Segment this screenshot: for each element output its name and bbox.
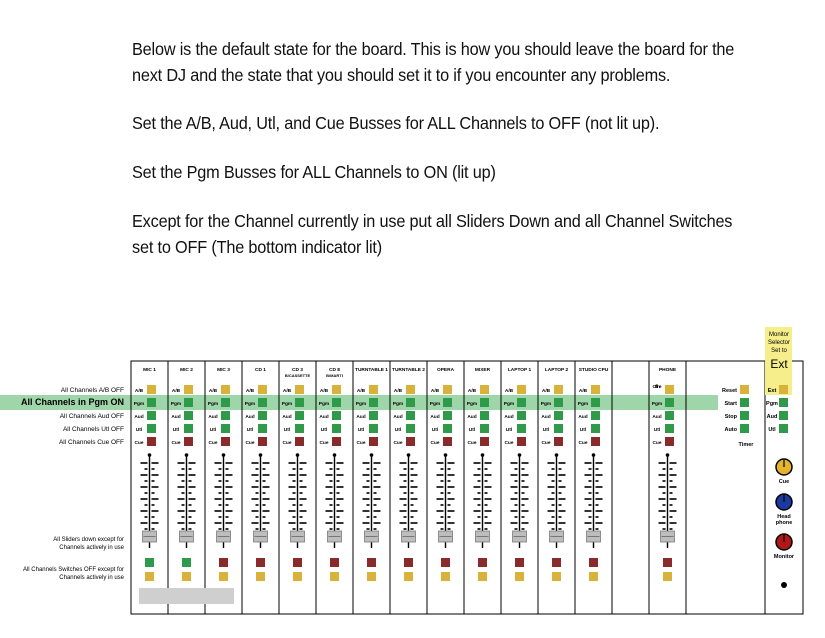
- channel-ab-button-12[interactable]: [554, 385, 563, 394]
- channel-name-13: STUDIO CPU: [578, 368, 609, 373]
- channel-cue-button-13[interactable]: [591, 437, 600, 446]
- channel-cue-button-15[interactable]: [665, 437, 674, 446]
- channel-utl-label-6: Utl: [320, 428, 328, 433]
- monitor-note-line-3: Set to: [771, 348, 787, 354]
- channel-on-switch-3[interactable]: [219, 558, 228, 567]
- channel-pgm-button-8[interactable]: [406, 398, 415, 407]
- channel-ab-button-3[interactable]: [221, 385, 230, 394]
- channel-ab-label-12: A/B: [541, 389, 551, 394]
- channel-utl-button-12[interactable]: [554, 424, 563, 433]
- channel-aud-label-10: Aud: [467, 415, 477, 420]
- monitor-utl-button[interactable]: [779, 424, 788, 433]
- channel-cue-label-10: Cue: [467, 441, 477, 446]
- channel-off-switch-4[interactable]: [256, 572, 265, 581]
- channel-sub-6: B/MARTI: [326, 373, 343, 378]
- channel-name-2: MIC 2: [180, 368, 193, 373]
- label-sliders-1: All Sliders down except for: [53, 537, 124, 543]
- instruction-sliders: Except for the Channel currently in use put all Sliders Down and all Channel Switches set to OFF (The bottom indicator lit): [132, 211, 733, 257]
- channel-ab-button-9[interactable]: [443, 385, 452, 394]
- fader-top-dot-6: [333, 453, 337, 457]
- channel-utl-label-13: Utl: [579, 428, 587, 433]
- channel-pgm-button-12[interactable]: [554, 398, 563, 407]
- channel-off-switch-11[interactable]: [515, 572, 524, 581]
- channel-off-switch-15[interactable]: [663, 572, 672, 581]
- fader-top-dot-10: [481, 453, 485, 457]
- channel-aud-label-13: Aud: [578, 415, 588, 420]
- channel-off-switch-1[interactable]: [145, 572, 154, 581]
- monitor-ext-label: Ext: [767, 388, 777, 394]
- channel-utl-label-2: Utl: [172, 428, 180, 433]
- channel-aud-label-2: Aud: [171, 415, 181, 420]
- channel-cue-label-7: Cue: [356, 441, 366, 446]
- channel-pgm-label-5: Pgm: [281, 402, 293, 407]
- channel-pgm-label-11: Pgm: [503, 402, 515, 407]
- channel-aud-button-5[interactable]: [295, 411, 304, 420]
- channel-aud-label-3: Aud: [208, 415, 218, 420]
- channel-utl-button-10[interactable]: [480, 424, 489, 433]
- monitor-aud-label: Aud: [766, 414, 778, 420]
- channel-ab-label-3: A/B: [208, 389, 218, 394]
- channel-on-switch-15[interactable]: [663, 558, 672, 567]
- channel-cue-button-8[interactable]: [406, 437, 415, 446]
- channel-aud-button-6[interactable]: [332, 411, 341, 420]
- channel-pgm-label-1: Pgm: [133, 402, 145, 407]
- monitor-ext-button[interactable]: [779, 385, 788, 394]
- channel-ab-label-10: A/B: [467, 389, 477, 394]
- channel-ab-label-5: A/B: [282, 389, 292, 394]
- channel-pgm-label-15: Pgm: [651, 402, 663, 407]
- channel-off-switch-7[interactable]: [367, 572, 376, 581]
- channel-name-3: MIC 3: [217, 368, 230, 373]
- channel-cue-button-2[interactable]: [184, 437, 193, 446]
- channel-cue-label-15: Cue: [652, 441, 662, 446]
- channel-ab-button-8[interactable]: [406, 385, 415, 394]
- channel-utl-button-2[interactable]: [184, 424, 193, 433]
- channel-cue-button-10[interactable]: [480, 437, 489, 446]
- channel-utl-button-9[interactable]: [443, 424, 452, 433]
- channel-name-8: TURNTABLE 2: [392, 368, 425, 373]
- label-sliders-2: Channels actively in use: [59, 545, 124, 551]
- channel-pgm-label-7: Pgm: [355, 402, 367, 407]
- channel-name-12: LAPTOP 2: [544, 368, 569, 373]
- channel-pgm-button-9[interactable]: [443, 398, 452, 407]
- channel-ab-label-11: A/B: [504, 389, 514, 394]
- channel-cue-button-5[interactable]: [295, 437, 304, 446]
- channel-pgm-button-11[interactable]: [517, 398, 526, 407]
- label-ab-off: All Channels A/B OFF: [60, 387, 124, 394]
- channel-name-7: TURNTABLE 1: [355, 368, 388, 373]
- channel-off-switch-6[interactable]: [330, 572, 339, 581]
- channel-pgm-button-1[interactable]: [147, 398, 156, 407]
- channel-on-switch-5[interactable]: [293, 558, 302, 567]
- timer-title: Timer: [738, 442, 754, 448]
- monitor-note-line-2: Selector: [767, 340, 791, 346]
- channel-pgm-label-4: Pgm: [244, 402, 256, 407]
- channel-utl-button-1[interactable]: [147, 424, 156, 433]
- fader-top-dot-8: [407, 453, 411, 457]
- channel-pgm-button-15[interactable]: [665, 398, 674, 407]
- timer-start-label: Start: [724, 401, 737, 407]
- channel-name-9: OPERA: [436, 368, 455, 373]
- channel-cue-label-6: Cue: [319, 441, 329, 446]
- channel-name-15: PHONE: [658, 368, 677, 373]
- channel-off-switch-12[interactable]: [552, 572, 561, 581]
- channel-name-11: LAPTOP 1: [507, 368, 532, 373]
- channel-off-switch-3[interactable]: [219, 572, 228, 581]
- channel-ab-button-13[interactable]: [591, 385, 600, 394]
- channel-utl-button-8[interactable]: [406, 424, 415, 433]
- fader-top-dot-4: [259, 453, 263, 457]
- channel-utl-label-1: Utl: [135, 428, 143, 433]
- monitor-pgm-label: Pgm: [766, 401, 778, 407]
- channel-name-5: CD 3: [292, 368, 303, 373]
- channel-utl-label-5: Utl: [283, 428, 291, 433]
- monitor-knob-label: Monitor: [773, 554, 795, 560]
- monitor-note-ext: Ext: [770, 357, 788, 371]
- channel-sub-5: B/CASSETTE: [284, 373, 311, 378]
- monitor-pgm-button[interactable]: [779, 398, 788, 407]
- channel-pgm-button-7[interactable]: [369, 398, 378, 407]
- channel-cue-button-7[interactable]: [369, 437, 378, 446]
- channel-aud-button-2[interactable]: [184, 411, 193, 420]
- timer-reset-label: Reset: [722, 388, 737, 394]
- fader-top-dot-1: [148, 453, 152, 457]
- channel-ab-label-8: A/B: [393, 389, 403, 394]
- channel-ab-button-10[interactable]: [480, 385, 489, 394]
- channel-cue-label-3: Cue: [208, 441, 218, 446]
- label-switches-1: All Channels Switches OFF except for: [22, 567, 124, 573]
- channel-aud-label-7: Aud: [356, 415, 366, 420]
- channel-utl-label-8: Utl: [394, 428, 402, 433]
- instruction-pgm-on: Set the Pgm Busses for ALL Channels to ON (lit up): [132, 162, 496, 182]
- channel-utl-button-6[interactable]: [332, 424, 341, 433]
- channel-cue-button-11[interactable]: [517, 437, 526, 446]
- channel-on-switch-9[interactable]: [441, 558, 450, 567]
- channel-aud-button-10[interactable]: [480, 411, 489, 420]
- channel-utl-label-15: Utl: [653, 428, 661, 433]
- channel-on-switch-2[interactable]: [182, 558, 191, 567]
- channel-name-10: MIXER: [474, 368, 491, 373]
- channel-aud-label-4: Aud: [245, 415, 255, 420]
- fader-top-dot-9: [444, 453, 448, 457]
- timer-section: [722, 385, 754, 448]
- channel-on-switch-13[interactable]: [589, 558, 598, 567]
- channel-pgm-label-3: Pgm: [207, 402, 219, 407]
- channel-aud-button-4[interactable]: [258, 411, 267, 420]
- channel-aud-button-1[interactable]: [147, 411, 156, 420]
- fader-top-dot-15: [666, 453, 670, 457]
- channel-utl-button-11[interactable]: [517, 424, 526, 433]
- channel-cue-label-1: Cue: [134, 441, 144, 446]
- channel-ab-label-1: A/B: [134, 389, 144, 394]
- headphone-jack: [781, 582, 787, 588]
- channel-cue-button-4[interactable]: [258, 437, 267, 446]
- channel-aud-button-9[interactable]: [443, 411, 452, 420]
- channel-utl-label-7: Utl: [357, 428, 365, 433]
- channel-aud-label-15: Aud: [652, 415, 662, 420]
- fader-top-dot-3: [222, 453, 226, 457]
- channel-ab-button-4[interactable]: [258, 385, 267, 394]
- channel-aud-label-1: Aud: [134, 415, 144, 420]
- instruction-default-state: Below is the default state for the board. This is how you should leave the board for the next DJ and the state that you should set it to if you encounter any problems.: [132, 39, 735, 85]
- channel-utl-label-12: Utl: [542, 428, 550, 433]
- label-aud-off: All Channels Aud OFF: [59, 413, 124, 420]
- channel-off-switch-10[interactable]: [478, 572, 487, 581]
- channel-pgm-label-9: Pgm: [429, 402, 441, 407]
- channel-aud-label-5: Aud: [282, 415, 292, 420]
- channel-on-switch-6[interactable]: [330, 558, 339, 567]
- channel-pgm-label-8: Pgm: [392, 402, 404, 407]
- channel-off-switch-2[interactable]: [182, 572, 191, 581]
- channel-ab-button-2[interactable]: [184, 385, 193, 394]
- monitor-note-line-1: Monitor: [768, 332, 790, 338]
- fader-top-dot-7: [370, 453, 374, 457]
- channel-utl-label-3: Utl: [209, 428, 217, 433]
- channel-utl-button-5[interactable]: [295, 424, 304, 433]
- channel-on-switch-4[interactable]: [256, 558, 265, 567]
- channel-cue-button-1[interactable]: [147, 437, 156, 446]
- channel-cue-button-3[interactable]: [221, 437, 230, 446]
- channel-pgm-button-2[interactable]: [184, 398, 193, 407]
- channel-on-switch-11[interactable]: [515, 558, 524, 567]
- timer-stop-button[interactable]: [740, 411, 749, 420]
- channel-ab-label-9: A/B: [430, 389, 440, 394]
- channel-off-switch-13[interactable]: [589, 572, 598, 581]
- channel-ab-button-1[interactable]: [147, 385, 156, 394]
- channel-utl-button-15[interactable]: [665, 424, 674, 433]
- channel-name-6: CD 8: [329, 368, 340, 373]
- headphone-knob-label-1: Head: [777, 514, 791, 520]
- channel-cue-button-6[interactable]: [332, 437, 341, 446]
- monitor-utl-label: Utl: [768, 427, 776, 433]
- channel-aud-button-15[interactable]: [665, 411, 674, 420]
- tape-label-strip: [139, 588, 234, 604]
- channel-pgm-label-10: Pgm: [466, 402, 478, 407]
- label-pgm-on: All Channels in Pgm ON: [20, 397, 124, 407]
- channel-off-switch-5[interactable]: [293, 572, 302, 581]
- headphone-knob-label-2: phone: [775, 520, 793, 526]
- channel-pgm-label-2: Pgm: [170, 402, 182, 407]
- channel-on-switch-7[interactable]: [367, 558, 376, 567]
- channel-aud-label-11: Aud: [504, 415, 514, 420]
- channel-cue-button-9[interactable]: [443, 437, 452, 446]
- channel-ab-label-2: A/B: [171, 389, 181, 394]
- channel-on-switch-10[interactable]: [478, 558, 487, 567]
- timer-reset-button[interactable]: [740, 385, 749, 394]
- channel-utl-button-7[interactable]: [369, 424, 378, 433]
- timer-stop-label: Stop: [724, 414, 737, 420]
- channel-ab-label-7: A/B: [356, 389, 366, 394]
- channel-ab-button-6[interactable]: [332, 385, 341, 394]
- channel-cue-label-8: Cue: [393, 441, 403, 446]
- channel-off-switch-8[interactable]: [404, 572, 413, 581]
- channel-name-1: MIC 1: [143, 368, 156, 373]
- channel-pgm-button-10[interactable]: [480, 398, 489, 407]
- channel-aud-button-3[interactable]: [221, 411, 230, 420]
- channel-cue-label-11: Cue: [504, 441, 514, 446]
- channel-on-switch-1[interactable]: [145, 558, 154, 567]
- channel-pgm-label-13: Pgm: [577, 402, 589, 407]
- channel-cue-label-9: Cue: [430, 441, 440, 446]
- channel-off-switch-9[interactable]: [441, 572, 450, 581]
- fader-top-dot-5: [296, 453, 300, 457]
- channel-ab-button-15[interactable]: [665, 385, 674, 394]
- channel-utl-label-9: Utl: [431, 428, 439, 433]
- instruction-busses-off: Set the A/B, Aud, Utl, and Cue Busses for ALL Channels to OFF (not lit up).: [132, 113, 660, 133]
- cue-knob-label: Cue: [778, 479, 790, 485]
- channel-utl-button-13[interactable]: [591, 424, 600, 433]
- channel-utl-button-3[interactable]: [221, 424, 230, 433]
- channel-aud-label-8: Aud: [393, 415, 403, 420]
- channel-aud-button-8[interactable]: [406, 411, 415, 420]
- channel-aud-button-12[interactable]: [554, 411, 563, 420]
- channel-pgm-button-13[interactable]: [591, 398, 600, 407]
- channel-utl-label-11: Utl: [505, 428, 513, 433]
- channel-on-switch-8[interactable]: [404, 558, 413, 567]
- timer-start-button[interactable]: [740, 398, 749, 407]
- channel-aud-label-12: Aud: [541, 415, 551, 420]
- label-switches-2: Channels actively in use: [59, 575, 124, 581]
- channel-ab-label-4: A/B: [245, 389, 255, 394]
- channel-name-4: CD 1: [255, 368, 266, 373]
- channel-on-switch-12[interactable]: [552, 558, 561, 567]
- channel-aud-button-13[interactable]: [591, 411, 600, 420]
- channel-aud-label-9: Aud: [430, 415, 440, 420]
- channel-cue-button-12[interactable]: [554, 437, 563, 446]
- channel-utl-button-4[interactable]: [258, 424, 267, 433]
- monitor-aud-button[interactable]: [779, 411, 788, 420]
- channel-aud-button-11[interactable]: [517, 411, 526, 420]
- timer-auto-label: Auto: [724, 427, 737, 433]
- channel-cue-label-12: Cue: [541, 441, 551, 446]
- channel-ab-button-5[interactable]: [295, 385, 304, 394]
- channel-pgm-button-4[interactable]: [258, 398, 267, 407]
- fader-top-dot-13: [592, 453, 596, 457]
- fader-top-dot-2: [185, 453, 189, 457]
- channel-ab-label-15: Off line: [652, 385, 662, 390]
- channel-cue-label-2: Cue: [171, 441, 181, 446]
- timer-auto-button[interactable]: [740, 424, 749, 433]
- channel-cue-label-5: Cue: [282, 441, 292, 446]
- channel-pgm-button-3[interactable]: [221, 398, 230, 407]
- channel-pgm-button-6[interactable]: [332, 398, 341, 407]
- channel-utl-label-10: Utl: [468, 428, 476, 433]
- channel-utl-label-4: Utl: [246, 428, 254, 433]
- channel-ab-button-11[interactable]: [517, 385, 526, 394]
- channel-ab-button-7[interactable]: [369, 385, 378, 394]
- channel-aud-label-6: Aud: [319, 415, 329, 420]
- channel-cue-label-13: Cue: [578, 441, 588, 446]
- channel-aud-button-7[interactable]: [369, 411, 378, 420]
- fader-top-dot-12: [555, 453, 559, 457]
- channel-ab-label-13: A/B: [578, 389, 588, 394]
- monitor-section: [765, 327, 795, 588]
- channel-pgm-label-12: Pgm: [540, 402, 552, 407]
- channel-pgm-button-5[interactable]: [295, 398, 304, 407]
- label-utl-off: All Channels Utl OFF: [62, 426, 124, 433]
- channel-pgm-label-6: Pgm: [318, 402, 330, 407]
- channel-cue-label-4: Cue: [245, 441, 255, 446]
- fader-top-dot-11: [518, 453, 522, 457]
- label-cue-off: All Channels Cue OFF: [58, 439, 124, 446]
- channel-ab-label-6: A/B: [319, 389, 329, 394]
